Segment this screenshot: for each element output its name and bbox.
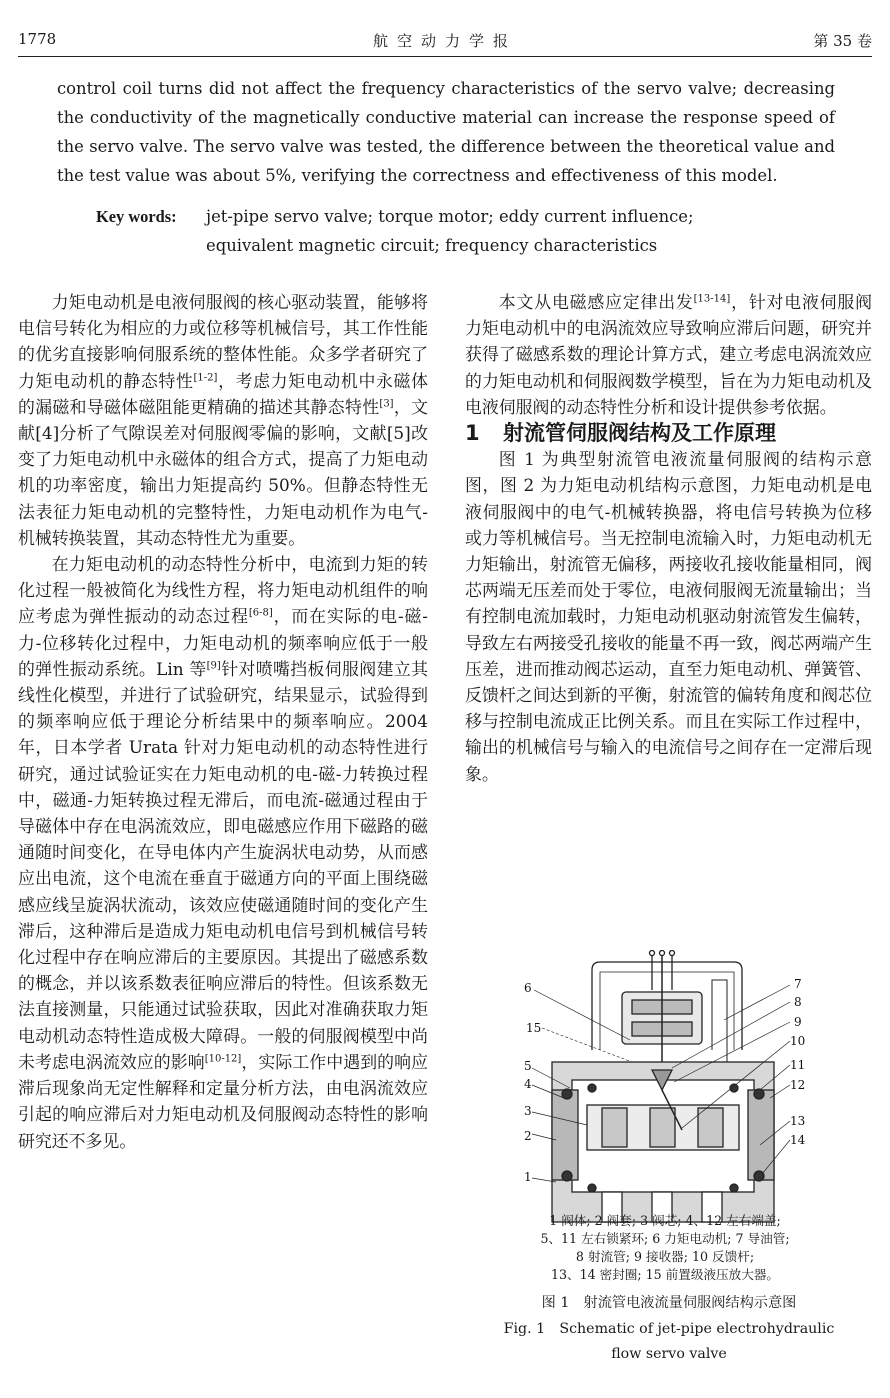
text-span: 针对喷嘴挡板伺服阀建立其线性化模型，并进行了试验研究，结果显示，试验得到的频率响应低于理论分析结果中的频率响应。2004 年，日本学者 Urata 针对力矩电动机的动态特性进行研究，通过试验证实在力矩电动机的电-磁-力转换过程中，磁通-力矩转换过程无滞后，而电流-磁通过程由于导磁体中存在电涡流效应，即电磁感应作用下磁路的磁通随时间变化，在导电体内产生旋涡状电动势，从而感应出电流，这个电流在垂直于磁通方向的平面上围绕磁感应线呈旋涡状流动，该效应使磁通随时间的变化产生滞后，这种滞后是造成力矩电动机电信号到机械信号转化过程中存在响应滞后的主要原因。其提出了磁感系数的概念，并以该系数表征响应滞后的特性。但该系数无法直接测量，只能通过试验获取，因此对准确获取力矩电动机动态特性造成极大障碍。一般的伺服阀模型中尚未考虑电涡流效应的影响 [18,658,428,1072]
text-span: ，针对电液伺服阀力矩电动机中的电涡流效应导致响应滞后问题，研究并获得了磁感系数的理论计算方式，建立考虑电涡流效应的力矩电动机和伺服阀数学模型，旨在为力矩电动机及电液伺服阀的动态特性分析和设计提供参考依据。 [465,292,873,417]
section-heading [465,420,872,446]
right-end-cap [748,1090,774,1180]
text-span: ，考虑力矩电动机中永磁体的漏磁和导磁体磁阻能更精确的描述其静态特性 [18,370,429,417]
right-column [465,289,872,787]
intro-paragraph-1 [18,289,428,551]
valve-drawing [532,950,790,1222]
figure-legend [515,1212,815,1284]
intro-paragraph-2 [18,551,428,1154]
legend-line: 8 射流管; 9 接收器; 10 反馈杆; [575,1249,755,1264]
servo-valve-figure [512,950,812,1240]
legend-line: 13、14 密封圈; 15 前置级液压放大器。 [550,1267,780,1282]
citation: [10-12] [204,1053,242,1065]
page-number: 1778 [18,30,57,48]
label-11: 11 [790,1058,806,1072]
label-3: 3 [524,1104,532,1118]
section-title: 射流管伺服阀结构及工作原理 [503,421,776,446]
label-13: 13 [790,1114,806,1128]
label-4: 4 [524,1077,532,1091]
citation: [13-14] [693,293,731,305]
text-span: ，实际工作中遇到的响应滞后现象尚无定性解释和定量分析方法，由电涡流效应引起的响应滞后对力矩电动机及伺服阀动态特性的影响研究还不多见。 [18,1051,429,1151]
label-1: 1 [524,1170,532,1184]
abstract-tail: control coil turns did not affect the frequency characteristics of the servo valve; decreasing the conductivity of the magnetically conductive material can increase the response speed of the servo valve. The servo valve was tested, the difference between the theoretical value and the test value was about 5%, verifying the correctness and effectiveness of this model. [57,79,835,185]
keywords-line-2: equivalent magnetic circuit; frequency characteristics [206,236,658,255]
label-14: 14 [790,1133,806,1147]
label-12: 12 [790,1078,806,1092]
figure-caption-en-cont: flow servo valve [611,1346,727,1362]
legend-line: 1 阀体; 2 阀套; 3 阀芯; 4、12 左右端盖; [549,1213,781,1228]
left-end-cap [552,1090,578,1180]
citation: [3] [379,398,394,410]
section-number: 1 [465,421,480,446]
label-8: 8 [794,995,802,1009]
figure-caption-zh: 图 1 射流管电液流量伺服阀结构示意图 [541,1295,797,1311]
text-span: 本文从电磁感应定律出发 [498,292,694,312]
label-9: 9 [794,1015,802,1029]
section-paragraph: 图 1 为典型射流管电液流量伺服阀的结构示意图，图 2 为力矩电动机结构示意图，力矩电动机是电液伺服阀中的电气-机械转换器，将电信号转换为位移或力等机械信号。当无控制电流输入时，力矩电动机无力矩输出，射流管无偏移，两接收孔接收能量相同，阀芯两端无压差而处于零位，电液伺服阀无流量输出；当有控制电流加载时，力矩电动机驱动射流管发生偏转，导致左右两接受孔接收的能量不再一致，阀芯两端产生压差，进而推动阀芯运动，直至力矩电动机、弹簧管、反馈杆之间达到新的平衡，射流管的偏转角度和阀芯位移与控制电流成正比例关系。而且在实际工作过程中，输出的机械信号与输入的电流信号之间存在一定滞后现象。 [465,449,872,784]
running-header [18,26,872,57]
journal-title: 航空动力学报 [372,32,517,50]
figure-caption-en: Fig. 1 Schematic of jet-pipe electrohydraulic [503,1321,835,1337]
label-15: 15 [526,1021,542,1035]
left-column [18,289,428,1154]
oil-pipe [712,980,727,1065]
citation: [1-2] [193,371,218,383]
citation: [6-8] [248,607,273,619]
keywords-line-1: jet-pipe servo valve; torque motor; eddy current influence; [206,207,694,226]
label-2: 2 [524,1129,532,1143]
volume-label: 第 35 卷 [813,32,872,50]
keywords-label: Key words: [96,207,177,226]
legend-line: 5、11 左右锁紧环; 6 力矩电动机; 7 导油管; [540,1231,790,1246]
label-7: 7 [794,977,802,991]
text-span: 在力矩电动机的动态特性分析中，电流到力矩的转化过程一般被简化为线性方程，将力矩电动机组件的响应考虑为弹性振动的动态过程 [18,554,428,627]
text-span: ，文献[4]分析了气隙误差对伺服阀零偏的影响，文献[5]改变了力矩电动机中永磁体的组合方式，提高了力矩电动机的功率密度，输出力矩提高约 50%。但静态特性无法表征力矩电动机的完整特性，力矩电动机作为电气-机械转换装置，其动态特性尤为重要。 [18,396,429,548]
intro-paragraph-3 [465,289,872,420]
label-5: 5 [524,1059,532,1073]
citation: [9] [206,660,221,672]
text-span: ，而在实际的电-磁-力-位移转化过程中，力矩电动机的频率响应低于一般的弹性振动系统。Lin 等 [18,606,429,679]
label-10: 10 [790,1034,806,1048]
text-span: 力矩电动机是电液伺服阀的核心驱动装置，能够将电信号转化为相应的力或位移等机械信号，其工作性能的优劣直接影响伺服系统的整体性能。众多学者研究了力矩电动机的静态特性 [18,292,428,391]
label-6: 6 [524,981,532,995]
